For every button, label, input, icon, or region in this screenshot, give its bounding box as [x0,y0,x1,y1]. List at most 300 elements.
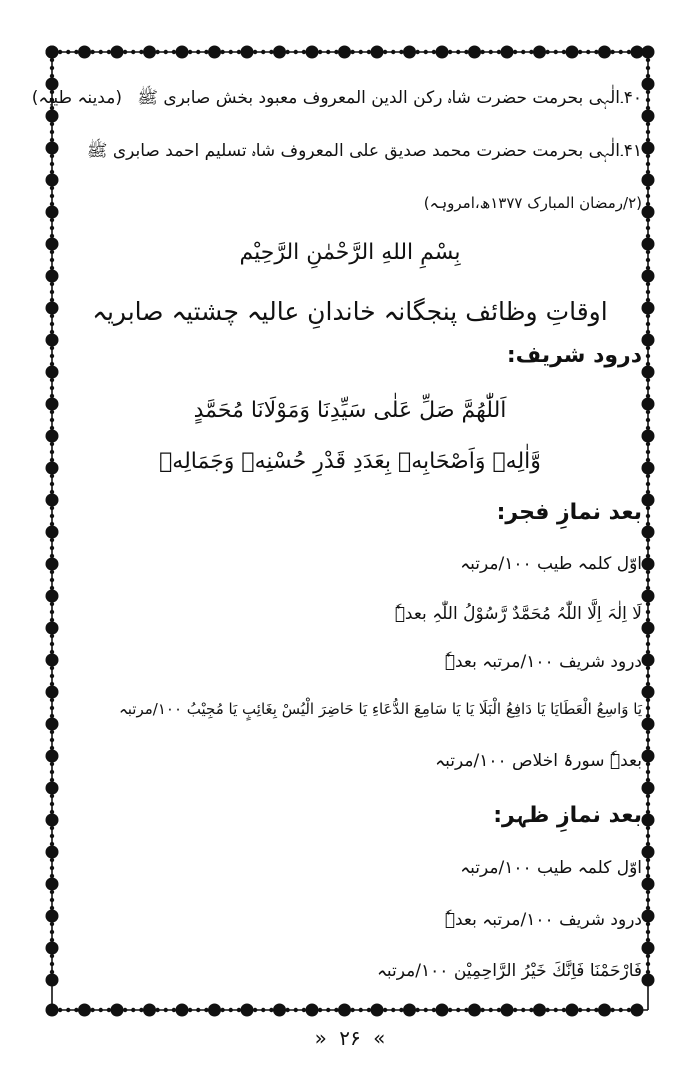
border-small-bead [50,954,54,958]
border-small-bead [578,1008,582,1012]
border-small-bead [646,346,650,350]
border-bead [642,974,655,987]
border-small-bead [646,730,650,734]
border-small-bead [66,50,70,54]
border-small-bead [50,378,54,382]
border-bead [306,46,319,59]
border-small-bead [326,1008,330,1012]
border-small-bead [646,666,650,670]
border-small-bead [646,186,650,190]
border-bead [533,46,546,59]
border-small-bead [359,1008,363,1012]
border-small-bead [619,1008,623,1012]
border-small-bead [562,50,566,54]
border-small-bead [50,250,54,254]
durood-heading: درود شریف: [506,343,642,368]
border-small-bead [646,954,650,958]
border-small-bead [646,802,650,806]
border-bead [46,1004,59,1017]
border-small-bead [646,634,650,638]
border-small-bead [432,1008,436,1012]
border-bead [46,558,59,571]
border-small-bead [50,962,54,966]
border-small-bead [448,1008,452,1012]
border-small-bead [326,50,330,54]
border-small-bead [107,50,111,54]
border-small-bead [107,1008,111,1012]
border-bead [642,334,655,347]
border-small-bead [448,50,452,54]
border-small-bead [646,162,650,166]
border-small-bead [229,50,233,54]
border-small-bead [367,1008,371,1012]
border-small-bead [646,290,650,294]
chain-line-41: ۴۱۔الٰہی بحرمت حضرت محمد صدیق علی المعروف شاہ تسلیم احمد صابری ﷺ [86,141,642,161]
border-small-bead [50,418,54,422]
border-small-bead [90,1008,94,1012]
border-bead [143,1004,156,1017]
border-small-bead [391,1008,395,1012]
zuhr-line-1: اوّل کلمہ طیب ۱۰۰/مرتبہ [460,858,642,878]
border-small-bead [399,50,403,54]
border-small-bead [123,50,127,54]
border-small-bead [131,1008,135,1012]
border-small-bead [50,834,54,838]
border-bead [642,366,655,379]
border-small-bead [610,50,614,54]
border-bead [642,142,655,155]
border-small-bead [646,866,650,870]
border-small-bead [578,50,582,54]
chain-line-40-place: (مدینہ طیبہ) [31,88,122,108]
border-small-bead [554,50,558,54]
zuhr-heading: بعد نمازِ ظہر: [493,803,642,828]
border-small-bead [50,354,54,358]
border-small-bead [50,58,54,62]
border-bead [46,654,59,667]
border-small-bead [480,50,484,54]
border-small-bead [204,50,208,54]
border-small-bead [155,1008,159,1012]
border-small-bead [545,50,549,54]
border-bead [46,366,59,379]
border-small-bead [529,1008,533,1012]
border-small-bead [646,482,650,486]
border-bead [306,1004,319,1017]
border-small-bead [646,826,650,830]
border-small-bead [646,858,650,862]
border-bead [46,142,59,155]
border-small-bead [50,762,54,766]
fajr-line-3: درود شریف ۱۰۰/مرتبہ بعدہٗ [444,652,642,672]
border-bead [46,334,59,347]
border-small-bead [350,50,354,54]
border-small-bead [646,506,650,510]
border-small-bead [269,1008,273,1012]
border-bead [642,814,655,827]
border-bead [46,430,59,443]
border-small-bead [646,66,650,70]
border-bead [46,494,59,507]
border-small-bead [424,50,428,54]
border-small-bead [646,570,650,574]
border-bead [143,46,156,59]
border-bead [46,942,59,955]
border-small-bead [50,610,54,614]
border-bead [642,718,655,731]
border-small-bead [285,50,289,54]
border-small-bead [646,122,650,126]
border-small-bead [50,578,54,582]
border-bead [208,1004,221,1017]
border-bead [46,814,59,827]
border-bead [46,206,59,219]
border-small-bead [50,290,54,294]
border-small-bead [139,1008,143,1012]
border-small-bead [529,50,533,54]
border-bead [436,1004,449,1017]
border-small-bead [99,1008,103,1012]
border-small-bead [424,1008,428,1012]
border-small-bead [50,282,54,286]
border-small-bead [521,50,525,54]
border-small-bead [646,770,650,774]
border-small-bead [50,314,54,318]
border-small-bead [131,50,135,54]
border-bead [46,718,59,731]
border-bead [642,526,655,539]
border-small-bead [646,130,650,134]
border-bead [176,46,189,59]
border-small-bead [50,538,54,542]
border-small-bead [318,1008,322,1012]
border-bead [501,1004,514,1017]
border-small-bead [646,418,650,422]
page-number: ۲۶ [339,1026,361,1050]
border-small-bead [646,98,650,102]
border-bead [642,270,655,283]
border-bead [403,1004,416,1017]
border-small-bead [646,474,650,478]
border-small-bead [456,1008,460,1012]
border-small-bead [253,50,257,54]
durood-line-1: اَللّٰهُمَّ صَلِّ عَلٰى سَيِّدِنَا وَمَوْلَانَا مُحَمَّدٍ [193,398,507,423]
border-small-bead [220,50,224,54]
border-small-bead [646,698,650,702]
border-small-bead [334,50,338,54]
border-small-bead [50,802,54,806]
page-number-area [300,1026,400,1050]
bismillah: بِسْمِ اللهِ الرَّحْمٰنِ الرَّحِيْم [239,240,461,265]
border-bead [501,46,514,59]
border-bead [338,46,351,59]
border-small-bead [627,50,631,54]
border-bead [642,558,655,571]
border-small-bead [50,322,54,326]
border-small-bead [586,50,590,54]
border-small-bead [237,50,241,54]
border-small-bead [74,1008,78,1012]
border-bead [566,1004,579,1017]
border-small-bead [220,1008,224,1012]
border-small-bead [164,50,168,54]
border-small-bead [646,378,650,382]
border-small-bead [261,50,265,54]
date-note: (۲/رمضان المبارک ۱۳۷۷ھ،امروہہ) [423,194,642,212]
border-small-bead [646,546,650,550]
border-bead [46,46,59,59]
border-bead [642,686,655,699]
border-small-bead [489,1008,493,1012]
border-small-bead [50,794,54,798]
border-small-bead [646,226,650,230]
border-small-bead [646,962,650,966]
border-small-bead [391,50,395,54]
border-bead [273,1004,286,1017]
border-small-bead [58,50,62,54]
border-small-bead [269,50,273,54]
border-bead [46,846,59,859]
border-bead [642,110,655,123]
border-bead [46,270,59,283]
border-small-bead [646,762,650,766]
border-small-bead [513,1008,517,1012]
border-bead [78,1004,91,1017]
border-small-bead [367,50,371,54]
border-small-bead [50,642,54,646]
border-small-bead [155,50,159,54]
border-small-bead [50,186,54,190]
border-bead [642,654,655,667]
border-bead [176,1004,189,1017]
border-bead [46,910,59,923]
border-bead [436,46,449,59]
border-small-bead [50,66,54,70]
border-small-bead [646,930,650,934]
border-small-bead [50,826,54,830]
border-small-bead [50,410,54,414]
border-small-bead [50,514,54,518]
border-bead [566,46,579,59]
border-small-bead [646,354,650,358]
border-bead [46,174,59,187]
border-small-bead [646,194,650,198]
border-small-bead [432,50,436,54]
border-small-bead [627,1008,631,1012]
border-small-bead [164,1008,168,1012]
border-small-bead [50,226,54,230]
border-small-bead [50,130,54,134]
border-small-bead [99,50,103,54]
border-small-bead [50,506,54,510]
border-small-bead [302,1008,306,1012]
border-small-bead [646,538,650,542]
border-small-bead [383,1008,387,1012]
border-small-bead [646,90,650,94]
border-small-bead [261,1008,265,1012]
border-small-bead [646,250,650,254]
border-bead [642,942,655,955]
border-small-bead [594,1008,598,1012]
border-small-bead [350,1008,354,1012]
border-bead [642,750,655,763]
border-small-bead [562,1008,566,1012]
border-bead [642,910,655,923]
border-small-bead [456,50,460,54]
border-small-bead [123,1008,127,1012]
border-bead [46,878,59,891]
border-small-bead [50,482,54,486]
border-small-bead [646,642,650,646]
border-small-bead [646,258,650,262]
border-small-bead [521,1008,525,1012]
border-small-bead [646,890,650,894]
chain-line-40-text: ۴۰۔الٰہی بحرمت حضرت شاہ رکن الدین المعروف معبود بخش صابری ﷺ [137,88,642,108]
border-small-bead [294,1008,298,1012]
border-small-bead [204,1008,208,1012]
fajr-heading: بعد نمازِ فجر: [496,500,642,525]
chain-line-40 [32,87,642,112]
border-small-bead [318,50,322,54]
border-small-bead [50,450,54,454]
border-bead [111,46,124,59]
border-small-bead [646,442,650,446]
border-bead [338,1004,351,1017]
border-small-bead [50,546,54,550]
border-small-bead [646,410,650,414]
border-small-bead [619,50,623,54]
border-small-bead [646,610,650,614]
border-small-bead [50,154,54,158]
main-title: اوقاتِ وظائف پنجگانہ خاندانِ عالیہ چشتیہ صابریہ [92,297,608,326]
border-bead [468,46,481,59]
border-small-bead [415,1008,419,1012]
border-small-bead [383,50,387,54]
border-small-bead [464,1008,468,1012]
border-small-bead [50,706,54,710]
border-small-bead [50,666,54,670]
border-bead [642,782,655,795]
border-small-bead [646,218,650,222]
border-small-bead [497,50,501,54]
border-small-bead [50,738,54,742]
border-small-bead [497,1008,501,1012]
border-small-bead [646,922,650,926]
border-small-bead [50,858,54,862]
border-bead [642,846,655,859]
border-small-bead [594,50,598,54]
border-small-bead [646,794,650,798]
border-small-bead [196,1008,200,1012]
border-small-bead [586,1008,590,1012]
border-small-bead [50,194,54,198]
fajr-line-4: یَا وَاسِعُ الْعَطَایَا یَا دَافِعُ الْبَلَا یَا یَا سَامِعَ الدُّعَاءِ یَا حَاضِرَ الْیُسْ بِغَائِبٍ یَا مُجِیْبُ ۱۰۰/مرتبہ [118,700,642,718]
border-bead [533,1004,546,1017]
border-small-bead [58,1008,62,1012]
border-bead [631,1004,644,1017]
page-number-ornament-right: » [373,1026,386,1050]
border-small-bead [50,258,54,262]
border-small-bead [646,58,650,62]
border-bead [111,1004,124,1017]
border-small-bead [50,930,54,934]
border-small-bead [334,1008,338,1012]
border-bead [642,430,655,443]
border-bead [46,782,59,795]
border-small-bead [359,50,363,54]
border-bead [403,46,416,59]
border-bead [468,1004,481,1017]
zuhr-line-3: فَارْحَمْنَا فَاِنَّكَ خَيْرُ الرَّاحِمِيْن ۱۰۰/مرتبہ [376,961,642,981]
zuhr-line-2: درود شریف ۱۰۰/مرتبہ بعدہٗ [444,910,642,930]
border-small-bead [50,474,54,478]
border-small-bead [646,386,650,390]
border-bead [642,494,655,507]
border-small-bead [646,314,650,318]
border-small-bead [646,898,650,902]
border-small-bead [50,602,54,606]
border-small-bead [50,162,54,166]
fajr-line-5: بعدہٗ سورۂ اخلاص ۱۰۰/مرتبہ [435,751,642,771]
border-bead [642,206,655,219]
border-small-bead [50,890,54,894]
border-small-bead [285,1008,289,1012]
border-small-bead [646,450,650,454]
border-bead [642,46,655,59]
border-bead [642,878,655,891]
fajr-line-1: اوّل کلمہ طیب ۱۰۰/مرتبہ [460,554,642,574]
border-small-bead [50,346,54,350]
border-small-bead [646,322,650,326]
border-bead [46,526,59,539]
border-small-bead [50,386,54,390]
border-bead [46,974,59,987]
border-bead [273,46,286,59]
border-bead [642,622,655,635]
border-small-bead [513,50,517,54]
border-small-bead [50,218,54,222]
border-small-bead [139,50,143,54]
border-small-bead [50,770,54,774]
border-small-bead [74,50,78,54]
border-bead [642,78,655,91]
border-small-bead [399,1008,403,1012]
border-small-bead [646,602,650,606]
border-bead [208,46,221,59]
border-small-bead [237,1008,241,1012]
border-bead [46,686,59,699]
border-small-bead [464,50,468,54]
border-bead [241,1004,254,1017]
border-small-bead [554,1008,558,1012]
page-number-ornament-left: « [314,1026,327,1050]
border-bead [46,622,59,635]
border-small-bead [50,698,54,702]
border-small-bead [415,50,419,54]
border-small-bead [646,834,650,838]
border-small-bead [489,50,493,54]
border-small-bead [480,1008,484,1012]
border-bead [241,46,254,59]
border-small-bead [172,50,176,54]
border-small-bead [50,922,54,926]
border-small-bead [50,122,54,126]
fajr-line-2: لَا اِلٰہَ اِلَّا اللّٰہُ مُحَمَّدٌ رَّسُوْلُ اللّٰہِ بعدہٗ [394,604,642,624]
border-small-bead [90,50,94,54]
border-small-bead [188,1008,192,1012]
border-small-bead [646,282,650,286]
border-bead [642,590,655,603]
